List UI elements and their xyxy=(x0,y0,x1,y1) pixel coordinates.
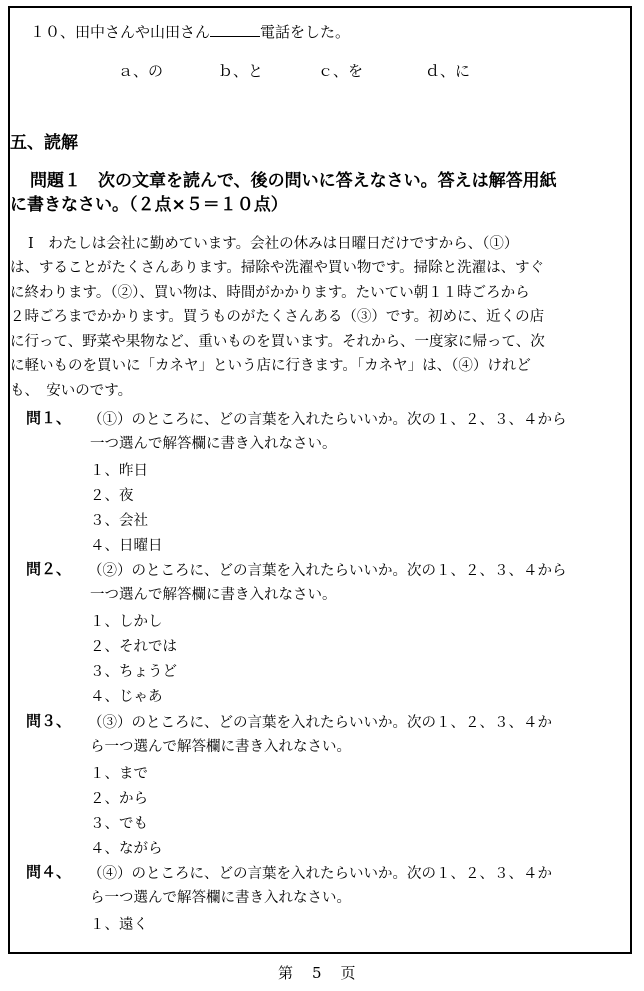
question-4-line1: （④）のところに、どの言葉を入れたらいいか。次の１、２、３、４か xyxy=(88,866,552,882)
question-1-option-4: ４、日曜日 xyxy=(90,538,163,554)
question-3-label: 問３、 xyxy=(26,712,72,730)
question-1-option-3: ３、会社 xyxy=(90,513,148,529)
question-3-line1: （③）のところに、どの言葉を入れたらいいか。次の１、２、３、４か xyxy=(88,715,552,731)
question-4-line2: ら一つ選んで解答欄に書き入れなさい。 xyxy=(90,890,351,906)
question-1-option-2: ２、夜 xyxy=(90,488,134,504)
question-2-option-4: ４、じゃあ xyxy=(90,689,163,705)
question-2-option-2: ２、それでは xyxy=(90,639,177,655)
question-3-option-2: ２、から xyxy=(90,791,148,807)
page-number: 第 5 页 xyxy=(278,964,358,982)
question-3-option-4: ４、ながら xyxy=(90,841,163,857)
question-2-label: 問２、 xyxy=(26,560,72,578)
q10-option-c: ｃ、を xyxy=(318,62,364,80)
q10-option-a: ａ、の xyxy=(118,62,164,80)
passage-line-3: に終わります。（②）、買い物は、時間がかかります。たいてい朝１１時ごろから xyxy=(10,285,530,301)
passage-line-6: に軽いものを買いに「カネヤ」という店に行きます。「カネヤ」は、（④）けれど xyxy=(10,358,531,374)
question-3-option-1: １、まで xyxy=(90,766,148,782)
question-4-label: 問４、 xyxy=(26,863,72,881)
question-1-label: 問１、 xyxy=(26,409,72,427)
passage-line-7: も、 安いのです。 xyxy=(10,383,133,399)
passage-line-4: ２時ごろまでかかります。買うものがたくさんある（③）です。初めに、近くの店 xyxy=(10,309,545,325)
question-2-line1: （②）のところに、どの言葉を入れたらいいか。次の１、２、３、４から xyxy=(88,563,567,579)
passage-line-2: は、することがたくさんあります。掃除や洗濯や買い物です。掃除と洗濯は、すぐ xyxy=(10,260,545,276)
problem-instruction-line1: 問題１ 次の文章を読んで、後の問いに答えなさい。答えは解答用紙 xyxy=(30,171,557,191)
answer-blank xyxy=(210,22,260,37)
question-2-line2: 一つ選んで解答欄に書き入れなさい。 xyxy=(90,587,337,603)
question-1-line2: 一つ選んで解答欄に書き入れなさい。 xyxy=(90,436,337,452)
q10-option-b: ｂ、と xyxy=(218,62,264,80)
question-10-before: １０、田中さんや山田さん xyxy=(30,23,211,41)
passage-line-5: に行って、野菜や果物など、重いものを買います。それから、一度家に帰って、次 xyxy=(10,334,545,350)
question-1-line1: （①）のところに、どの言葉を入れたらいいか。次の１、２、３、４から xyxy=(88,412,567,428)
question-2-option-1: １、しかし xyxy=(90,614,163,630)
question-10-after: 電話をした。 xyxy=(260,23,351,41)
question-2-option-3: ３、ちょうど xyxy=(90,664,177,680)
question-10 xyxy=(30,22,350,42)
problem-instruction-line2: に書きなさい。（２点×５＝１０点） xyxy=(10,195,288,215)
question-4-option-1: １、遠く xyxy=(90,917,148,933)
question-3-option-3: ３、でも xyxy=(90,816,148,832)
question-3-line2: ら一つ選んで解答欄に書き入れなさい。 xyxy=(90,739,351,755)
q10-option-d: ｄ、に xyxy=(425,62,471,80)
question-1-option-1: １、昨日 xyxy=(90,463,148,479)
passage-line-1: Ⅰ わたしは会社に勤めています。会社の休みは日曜日だけですから、（①） xyxy=(28,236,519,252)
section-title: 五、読解 xyxy=(10,133,78,153)
